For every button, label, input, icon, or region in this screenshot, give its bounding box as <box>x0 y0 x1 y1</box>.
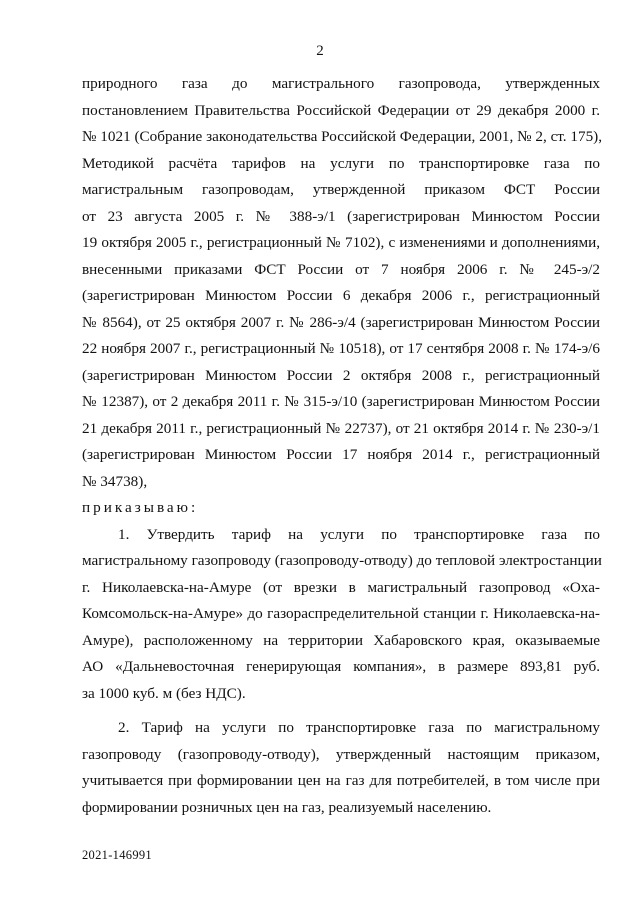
text-line: газопроводу (газопроводу-отводу), утвержденный настоящим приказом, <box>82 745 600 763</box>
text-line: № 34738), <box>82 472 148 490</box>
text-line: природного газа до магистрального газопровода, утвержденных <box>82 75 600 92</box>
text-line: магистральным газопроводам, утвержденной приказом ФСТ России <box>82 181 600 198</box>
item-1-first-line: 1. Утвердить тариф на услуги по транспортировке газа по <box>118 525 600 543</box>
text-line: учитывается при формировании цен на газ для потребителей, в том числе при <box>82 772 600 789</box>
document-body <box>82 71 603 821</box>
text-line: постановлением Правительства Российской Федерации от 29 декабря 2000 г. <box>82 101 600 119</box>
page-number: 2 <box>316 43 324 59</box>
text-line: (зарегистрирован Минюстом России 17 ноября 2014 г., регистрационный <box>82 446 600 463</box>
text-line: г. Николаевска-на-Амуре (от врезки в магистральный газопровод «Оха- <box>82 578 600 596</box>
text-line: № 1021 (Собрание законодательства Российской Федерации, 2001, № 2, ст. 175), <box>82 128 603 145</box>
item-2-first-line: 2. Тариф на услуги по транспортировке газа по магистральному <box>118 719 600 736</box>
text-line: от 23 августа 2005 г. № 388-э/1 (зарегистрирован Минюстом России <box>82 207 600 225</box>
text-line: за 1000 куб. м (без НДС). <box>82 684 246 702</box>
text-line: № 8564), от 25 октября 2007 г. № 286-э/4 (зарегистрирован Минюстом России <box>82 313 600 331</box>
order-word: приказываю: <box>82 499 199 516</box>
text-line: магистральному газопроводу (газопроводу-отводу) до тепловой электростанции <box>82 552 602 569</box>
text-line: Комсомольск-на-Амуре» до газораспределительной станции г. Николаевска-на- <box>82 605 600 622</box>
text-line: № 12387), от 2 декабря 2011 г. № 315-э/10 (зарегистрирован Минюстом России <box>82 393 600 410</box>
document-code: 2021-146991 <box>82 848 152 862</box>
text-line: формировании розничных цен на газ, реализуемый населению. <box>82 798 492 816</box>
text-line: (зарегистрирован Минюстом России 6 декабря 2006 г., регистрационный <box>82 287 600 304</box>
text-line: АО «Дальневосточная генерирующая компания», в размере 893,81 руб. <box>82 658 600 675</box>
text-line: Методикой расчёта тарифов на услуги по транспортировке газа по <box>82 154 600 172</box>
text-line: внесенными приказами ФСТ России от 7 ноября 2006 г. № 245-э/2 <box>82 260 600 278</box>
text-line: Амуре), расположенному на территории Хабаровского края, оказываемые <box>82 631 600 649</box>
text-line: 19 октября 2005 г., регистрационный № 7102), с изменениями и дополнениями, <box>82 234 600 251</box>
text-line: 21 декабря 2011 г., регистрационный № 22737), от 21 октября 2014 г. № 230-э/1 <box>82 419 600 437</box>
text-line: (зарегистрирован Минюстом России 2 октября 2008 г., регистрационный <box>82 366 600 384</box>
text-line: 22 ноября 2007 г., регистрационный № 10518), от 17 сентября 2008 г. № 174-э/6 <box>82 340 600 357</box>
